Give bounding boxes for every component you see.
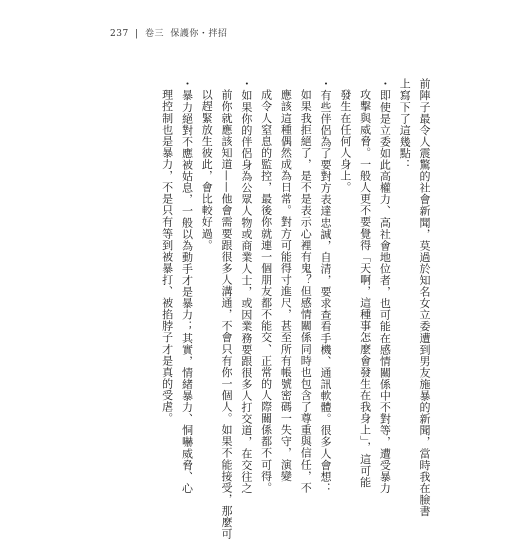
text-column: 前你就應該知道——他會需要跟很多人溝通，不會只有你一個人。如果不能接受，那麼可 xyxy=(220,89,234,539)
header-separator: | xyxy=(135,29,139,39)
text-column: 攻擊與威脅。一般人更不要覺得「天啊，這種事怎麼會發生在我身上」，這可能 xyxy=(358,89,372,488)
text-column: ・有些伴侶為了要對方表達忠誠，自清，要求查看手機、通訊軟體。很多人會想： xyxy=(319,78,333,494)
text-column: ・即使是立委如此高權力、高社會地位者，也可能在感情關係中不對等，遭受暴力 xyxy=(378,78,392,494)
text-column: ・如果你的伴侶身為公眾人物或商業人士，或因業務要跟很多人打交道，在交往之 xyxy=(239,78,253,494)
text-column: 上寫下了這幾點： xyxy=(398,78,412,171)
page-number: 237 xyxy=(110,29,129,39)
text-column: 以趕緊放生彼此，會比較好過。 xyxy=(200,89,214,251)
text-column: 應該這種偶然成為日常。對方可能得寸進尺，甚至所有帳號密碼一失守，演變 xyxy=(279,89,293,482)
section-title: 保護你・拌招 xyxy=(170,29,228,39)
text-column: 發生在任何人身上。 xyxy=(338,89,352,193)
text-column: ・暴力絕對不應被姑息，一般以為動手才是暴力；其實，情緒暴力、恫嚇威脅、心 xyxy=(180,78,194,494)
running-header xyxy=(110,26,230,39)
text-column: 成令人窒息的監控，最後你就連一個朋友都不能交、正常的人際關係都不可得。 xyxy=(259,89,273,494)
text-column: 如果我拒絕了，是不是表示心裡有鬼？但感情關係同時也包含了尊重與信任，不 xyxy=(299,89,313,494)
text-column: 理控制也是暴力，不是只有等到被暴打、被掐脖子才是真的受虐。 xyxy=(160,89,174,424)
chapter-label: 卷三 xyxy=(144,29,164,39)
text-column: 前陣子最令人震驚的社會新聞，莫過於知名女立委遭到男友施暴的新聞，當時我在臉書 xyxy=(418,78,431,517)
vertical-text-body xyxy=(157,78,434,539)
